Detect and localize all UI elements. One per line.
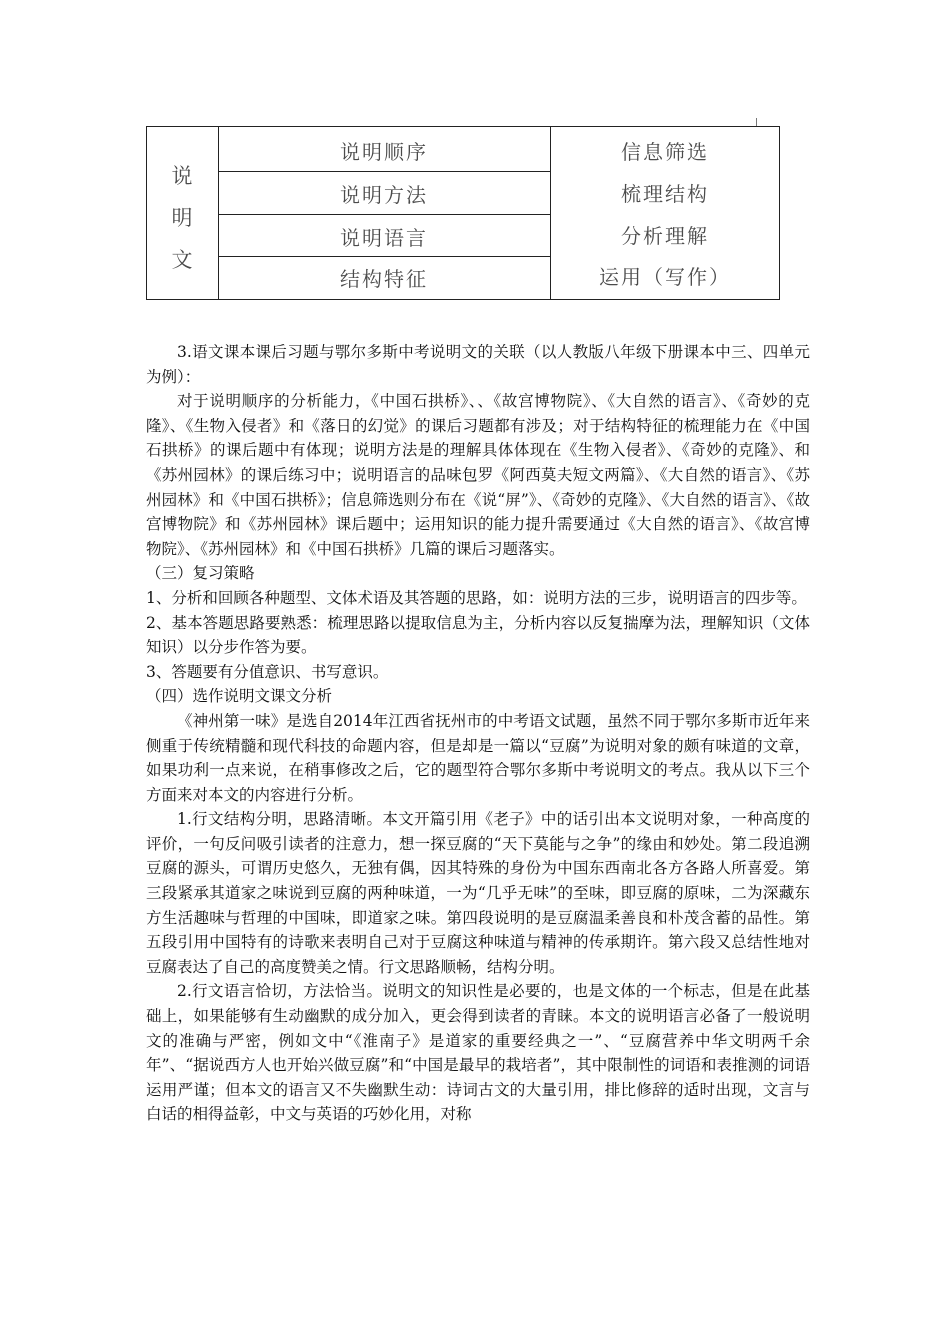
- table-left-border: [146, 126, 147, 300]
- section-heading-text-analysis: （四）选作说明文课文分析: [146, 687, 333, 706]
- table-column-divider-1: [218, 126, 219, 300]
- strategy-item-3: 3、答题要有分值意识、书写意识。: [146, 662, 389, 681]
- explanatory-text-table: [146, 126, 780, 300]
- strategy-item-1: 1、分析和回顾各种题型、文体术语及其答题的思路，如：说明方法的三步，说明语言的四步等。: [146, 588, 807, 607]
- left-item-method: 说明方法: [340, 183, 428, 207]
- table-top-border: [146, 126, 780, 127]
- right-item-apply: 运用（写作）: [599, 265, 731, 289]
- table-bottom-border: [146, 299, 780, 300]
- left-item-order: 说明顺序: [340, 140, 428, 164]
- table-row-divider-1: [218, 171, 550, 172]
- left-item-language: 说明语言: [340, 226, 428, 250]
- corner-tick-mark: [756, 118, 757, 126]
- right-item-analyze: 分析理解: [621, 224, 709, 248]
- table-row-divider-3: [218, 256, 550, 257]
- paragraph-textbook-link: 3.语文课本课后习题与鄂尔多斯中考说明文的关联（以人教版八年级下册课本中三、四单元为例）：: [146, 343, 810, 386]
- right-item-organize: 梳理结构: [621, 182, 709, 206]
- document-body: [146, 340, 810, 1127]
- paragraph-analysis-language: 2.行文语言恰切，方法恰当。说明文的知识性是必要的，也是文体的一个标志，但是在此基础上，如果能够有生动幽默的成分加入，更会得到读者的青睐。本文的说明语言必备了一般说明文的准确与严密，例如文中“《淮南子》是道家的重要经典之一”、“豆腐营养中华文明两千余年”、“据说西方人也开始兴做豆腐”和“中国是最早的栽培者”，其中限制性的词语和表推测的词语运用严谨；但本文的语言又不失幽默生动：诗词古文的大量引用，排比修辞的适时出现，文言与白话的相得益彰，中文与英语的巧妙化用，对称: [146, 982, 810, 1124]
- strategy-item-2: 2、基本答题思路要熟悉：梳理思路以提取信息为主，分析内容以反复揣摩为法，理解知识（文体知识）以分步作答为要。: [146, 613, 810, 657]
- section-heading-review-strategy: （三）复习策略: [146, 564, 255, 583]
- paragraph-exercise-mapping: 对于说明顺序的分析能力，《中国石拱桥》、、《故宫博物院》、《大自然的语言》、《奇妙的克隆》、《生物入侵者》和《落日的幻觉》的课后习题都有涉及；对于结构特征的梳理能力在《中国石拱桥》的课后题中有体现；说明方法是的理解具体体现在《生物入侵者》、《奇妙的克隆》、和《苏州园林》的课后练习中；说明语言的品味包罗《阿西莫夫短文两篇》、《大自然的语言》、《苏州园林》和《中国石拱桥》；信息筛选则分布在《说“屏”》、《奇妙的克隆》、《大自然的语言》、《故宫博物院》和《苏州园林》课后题中；运用知识的能力提升需要通过《大自然的语言》、《故宫博物院》、《苏州园林》和《中国石拱桥》几篇的课后习题落实。: [146, 392, 810, 558]
- vertical-label-char: 说: [171, 164, 193, 188]
- right-item-filter: 信息筛选: [621, 140, 709, 164]
- vertical-label-char: 明: [171, 206, 193, 230]
- table-column-divider-2: [550, 126, 551, 300]
- table-right-border: [779, 126, 780, 300]
- paragraph-analysis-intro: 《神州第一味》是选自2014年江西省抚州市的中考语文试题，虽然不同于鄂尔多斯市近年来侧重于传统精髓和现代科技的命题内容，但是却是一篇以“豆腐”为说明对象的颇有味道的文章，如果功利一点来说，在稍事修改之后，它的题型符合鄂尔多斯中考说明文的考点。我从以下三个方面来对本文的内容进行分析。: [146, 711, 810, 804]
- left-item-structure: 结构特征: [340, 267, 428, 291]
- vertical-label-char: 文: [171, 248, 193, 272]
- paragraph-analysis-structure: 1.行文结构分明，思路清晰。本文开篇引用《老子》中的话引出本文说明对象，一种高度的评价，一句反问吸引读者的注意力，想一探豆腐的“天下莫能与之争”的缘由和妙处。第二段追溯豆腐的源头，可谓历史悠久，无独有偶，因其特殊的身份为中国东西南北各方各路人所喜爱。第三段紧承其道家之味说到豆腐的两种味道，一为“几乎无味”的至味，即豆腐的原味，二为深藏东方生活趣味与哲理的中国味，即道家之味。第四段说明的是豆腐温柔善良和朴茂含蓄的品性。第五段引用中国特有的诗歌来表明自己对于豆腐这种味道与精神的传承期许。第六段又总结性地对豆腐表达了自己的高度赞美之情。行文思路顺畅，结构分明。: [146, 810, 810, 976]
- table-row-divider-2: [218, 214, 550, 215]
